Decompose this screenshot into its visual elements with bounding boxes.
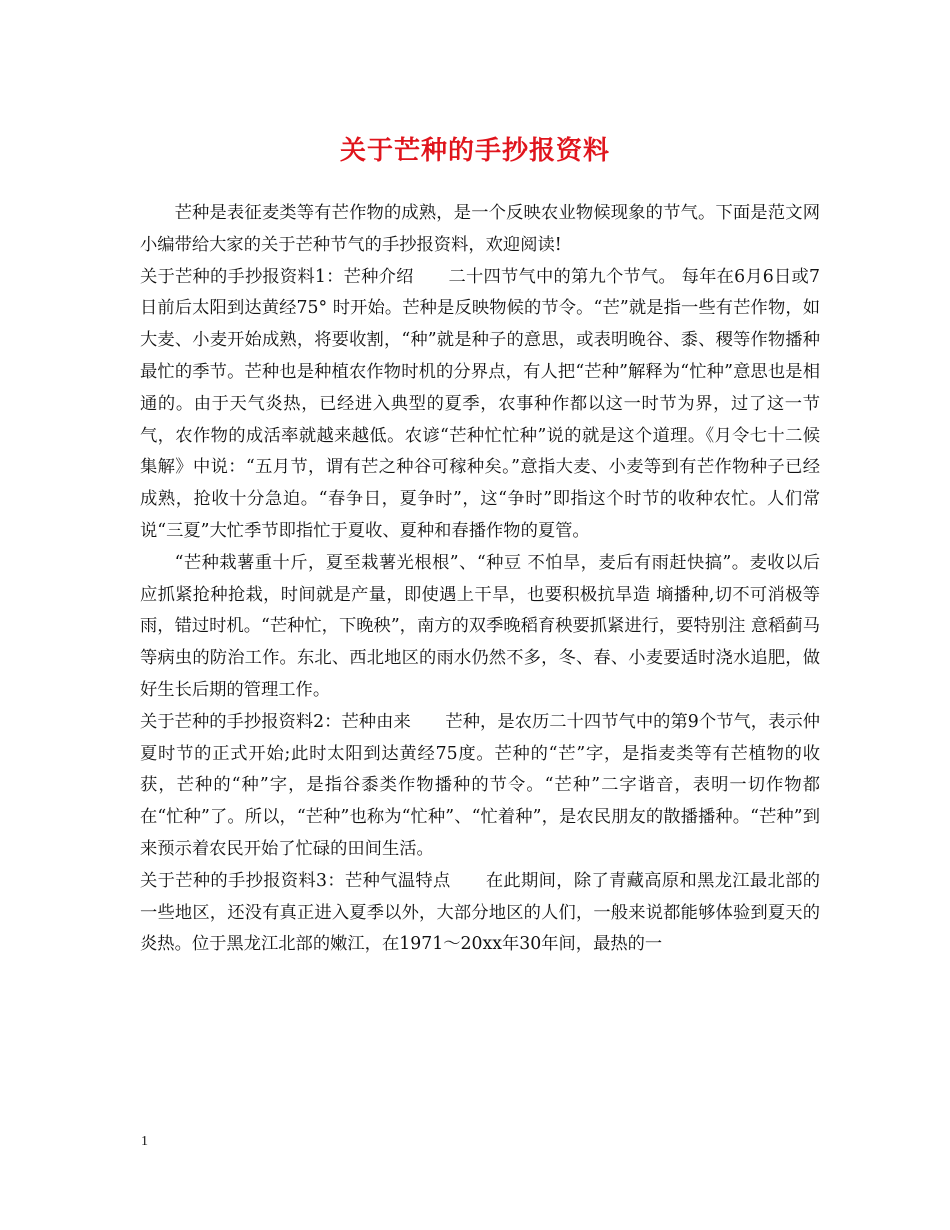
paragraph-intro: 芒种是表征麦类等有芒作物的成熟，是一个反映农业物候现象的节气。下面是范文网小编带给大家的关于芒种节气的手抄报资料，欢迎阅读! xyxy=(140,203,820,255)
paragraph-section-2: 关于芒种的手抄报资料2：芒种由来 芒种，是农历二十四节气中的第9个节气，表示仲夏时节的正式开始;此时太阳到达黄经75度。芒种的“芒”字，是指麦类等有芒植物的收获，芒种的“种”字，是指谷黍类作物播种的节令。“芒种”二字谐音，表明一切作物都在“忙种”了。所以，“芒种”也称为“忙种”、“忙着种”，是农民朋友的散播播种。“芒种”到来预示着农民开始了忙碌的田间生活。 xyxy=(140,711,820,859)
paragraph-section-1: 关于芒种的手抄报资料1：芒种介绍 二十四节气中的第九个节气。 每年在6月6日或7日前后太阳到达黄经75° 时开始。芒种是反映物候的节令。“芒”就是指一些有芒作物，如大麦、小麦开始成熟，将要收割，“种”就是种子的意思，或表明晚谷、黍、稷等作物播种最忙的季节。芒种也是种植农作物时机的分界点，有人把“芒种”解释为“忙种”意思也是相通的。由于天气炎热，已经进入典型的夏季，农事种作都以这一时节为界，过了这一节气，农作物的成活率就越来越低。农谚“芒种忙忙种”说的就是这个道理。《月令七十二候集解》中说：“五月节，谓有芒之种谷可稼种矣。”意指大麦、小麦等到有芒作物种子已经成熟，抢收十分急迫。“春争日，夏争时”，这“争时”即指这个时节的收种农忙。人们常说“三夏”大忙季节即指忙于夏收、夏种和春播作物的夏管。 xyxy=(140,266,820,541)
paragraph-section-3: 关于芒种的手抄报资料3：芒种气温特点 在此期间，除了青藏高原和黑龙江最北部的一些地区，还没有真正进入夏季以外，大部分地区的人们，一般来说都能够体验到夏天的炎热。位于黑龙江北部的嫩江，在1971～20xx年30年间，最热的一 xyxy=(140,870,820,955)
paragraph-proverbs: “芒种栽薯重十斤，夏至栽薯光根根”、“种豆 不怕旱，麦后有雨赶快搞”。麦收以后应抓紧抢种抢栽，时间就是产量，即使遇上干旱，也要积极抗旱造 墒播种,切不可消极等雨，错过时机。“芒种忙，下晚秧”，南方的双季晚稻育秧要抓紧进行，要特别注 意稻蓟马等病虫的防治工作。东北、西北地区的雨水仍然不多，冬、春、小麦要适时浇水追肥，做好生长后期的管理工作。 xyxy=(140,552,820,700)
page-number: 1 xyxy=(141,1134,148,1149)
document-title: 关于芒种的手抄报资料 xyxy=(339,136,610,166)
document-body xyxy=(140,198,820,961)
